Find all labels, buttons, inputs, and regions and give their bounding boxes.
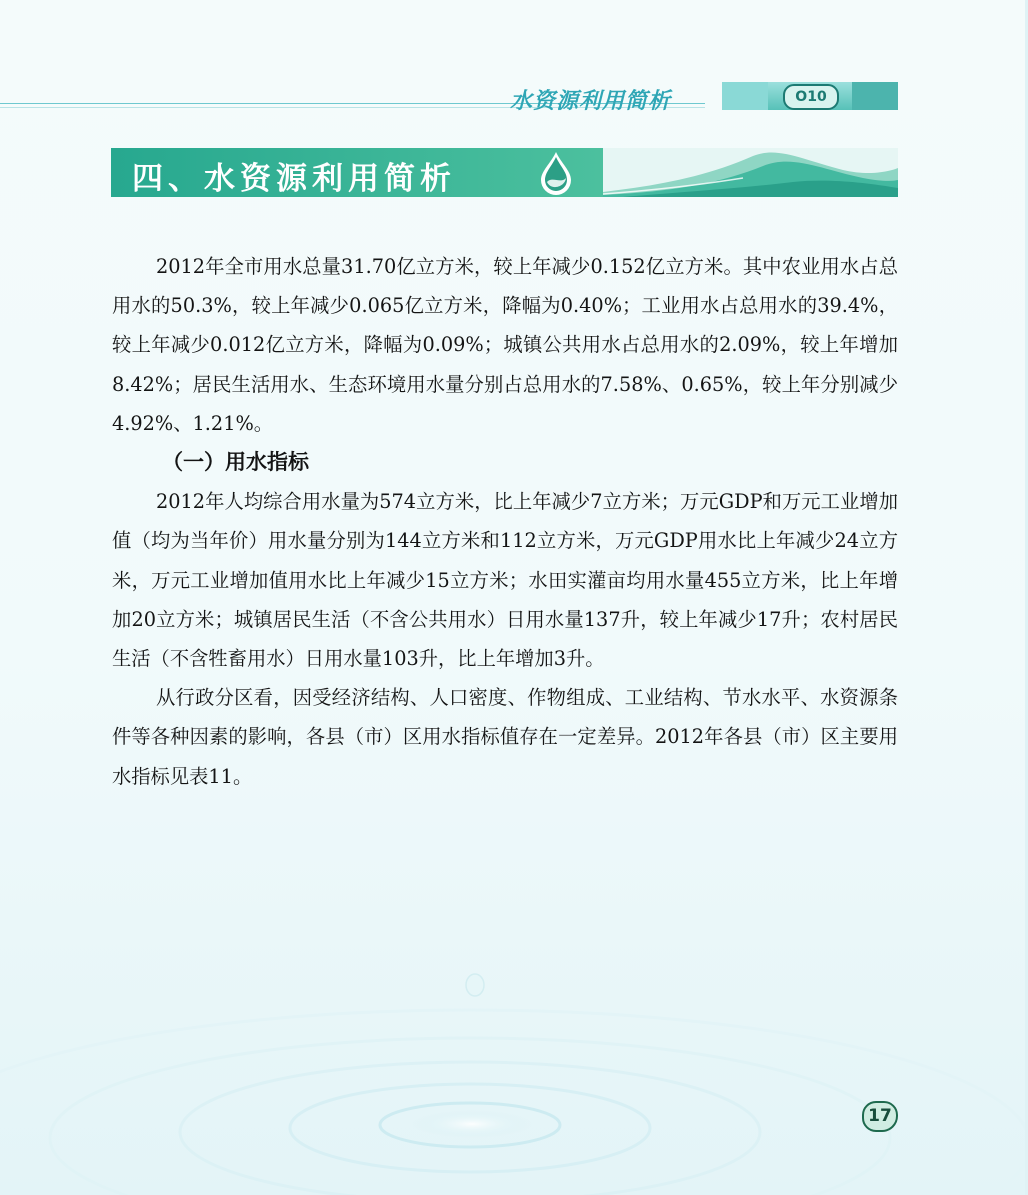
section-title: 四、水资源利用简析: [132, 161, 456, 197]
body-text: [112, 247, 898, 796]
paragraph-per-capita-indicators: 2012年人均综合用水量为574立方米，比上年减少7立方米；万元GDP和万元工业增加值（均为当年价）用水量分别为144立方米和112立方米，万元GDP用水比上年减少24立方米，万元工业增加值用水比上年减少15立方米；水田实灌亩均用水量455立方米，比上年增加20立方米；城镇居民生活（不含公共用水）日用水量137升，较上年减少17升；农村居民生活（不含牲畜用水）日用水量103升，比上年增加3升。: [112, 490, 898, 671]
header-badge: O10: [783, 84, 839, 110]
subheading-water-indicators: （一）用水指标: [162, 450, 309, 475]
header-band-left: [722, 82, 768, 110]
water-drop-icon: [537, 149, 575, 195]
running-header-title: 水资源利用简析: [510, 89, 672, 114]
header-band-right: [852, 82, 898, 110]
paragraph-regional-differences: 从行政分区看，因受经济结构、人口密度、作物组成、工业结构、节水水平、水资源条件等各种因素的影响，各县（市）区用水指标值存在一定差异。2012年各县（市）区主要用水指标见表11。: [112, 686, 898, 788]
paragraph-total-water-use: 2012年全市用水总量31.70亿立方米，较上年减少0.152亿立方米。其中农业用水占总用水的50.3%，较上年减少0.065亿立方米，降幅为0.40%；工业用水占总用水的39.4%，较上年减少0.012亿立方米，降幅为0.09%；城镇公共用水占总用水的2.09%，较上年增加8.42%；居民生活用水、生态环境用水量分别占总用水的7.58%、0.65%，较上年分别减少4.92%、1.21%。: [112, 255, 898, 435]
mountain-wave-illustration: [603, 148, 898, 197]
page-number: 17: [862, 1101, 898, 1132]
